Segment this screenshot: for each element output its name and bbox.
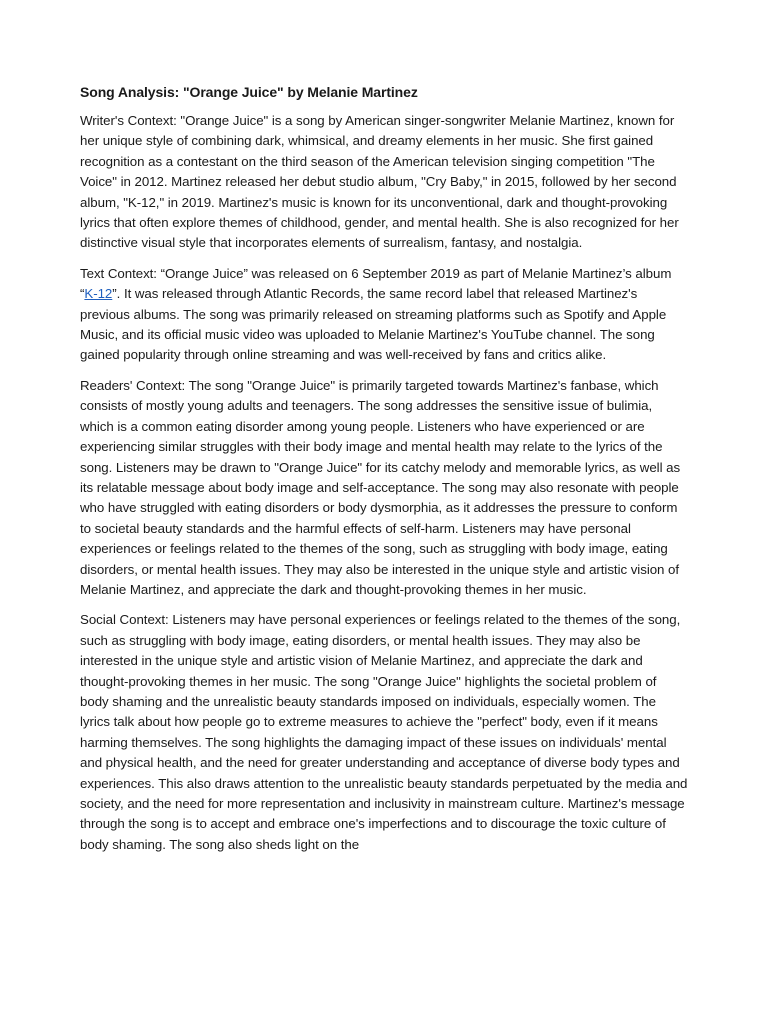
social-context-paragraph: Social Context: Listeners may have personal experiences or feelings related to the themes of the song, such as struggling with body image, eating disorders, or mental health issues. They may also be interested in the unique style and artistic vision of Melanie Martinez, and appreciate the dark and thought-provoking themes in her music. The song "Orange Juice" highlights the societal problem of body shaming and the unrealistic beauty standards imposed on individuals, especially women. The lyrics talk about how people go to extreme measures to achieve the "perfect" body, even if it means harming themselves. The song highlights the damaging impact of these issues on individuals' mental and physical health, and the need for greater understanding and acceptance of diverse body types and experiences. This also draws attention to the unrealistic beauty standards perpetuated by the media and society, and the need for more representation and inclusivity in mainstream culture. Martinez's message through the song is to accept and embrace one's imperfections and to discourage the toxic culture of body shaming. The song also sheds light on the <box>80 612 688 852</box>
text-context-after-link: ”. It was released through Atlantic Records, the same record label that released Martinez's previous albums. The song was primarily released on streaming platforms such as Spotify and Apple Music, and its official music video was uploaded to Melanie Martinez's YouTube channel. The song gained popularity through online streaming and was well-received by fans and critics alike. <box>80 286 667 363</box>
readers-context-paragraph: Readers' Context: The song "Orange Juice" is primarily targeted towards Martinez's fanbase, which consists of mostly young adults and teenagers. The song addresses the sensitive issue of bulimia, which is a common eating disorder among young people. Listeners who have experienced or are experiencing similar struggles with their body image and mental health may relate to the lyrics of the song. Listeners may be drawn to "Orange Juice" for its catchy melody and memorable lyrics, as well as its relatable message about body image and self-acceptance. The song may also resonate with people who have struggled with eating disorders or body dysmorphia, as it addresses the pressure to conform to societal beauty standards and the harmful effects of self-harm. Listeners may have personal experiences or feelings related to the themes of the song, such as struggling with body image, eating disorders, or mental health issues. They may also be interested in the unique style and artistic vision of Melanie Martinez, and appreciate the dark and thought-provoking themes in her music. <box>80 377 681 597</box>
k12-album-link[interactable]: K-12 <box>84 286 113 302</box>
document-page <box>80 76 688 865</box>
writers-context-paragraph: Writer's Context: "Orange Juice" is a song by American singer-songwriter Melanie Martinez, known for her unique style of combining dark, whimsical, and dreamy elements in her music. She first gained recognition as a contestant on the third season of the American television singing competition "The Voice" in 2012. Martinez released her debut studio album, "Cry Baby," in 2015, followed by her second album, "K-12," in 2019. Martinez's music is known for its unconventional, dark and thought-provoking lyrics that often explore themes of childhood, gender, and mental health. She is also recognized for her distinctive visual style that incorporates elements of surrealism, fantasy, and nostalgia. <box>80 113 679 251</box>
text-context-paragraph <box>80 264 688 366</box>
text-context-before-link: Text Context: “Orange Juice” was released on 6 September 2019 as part of Melanie Martinez’s album “ <box>80 265 672 302</box>
document-title: Song Analysis: "Orange Juice" by Melanie Martinez <box>80 84 418 100</box>
